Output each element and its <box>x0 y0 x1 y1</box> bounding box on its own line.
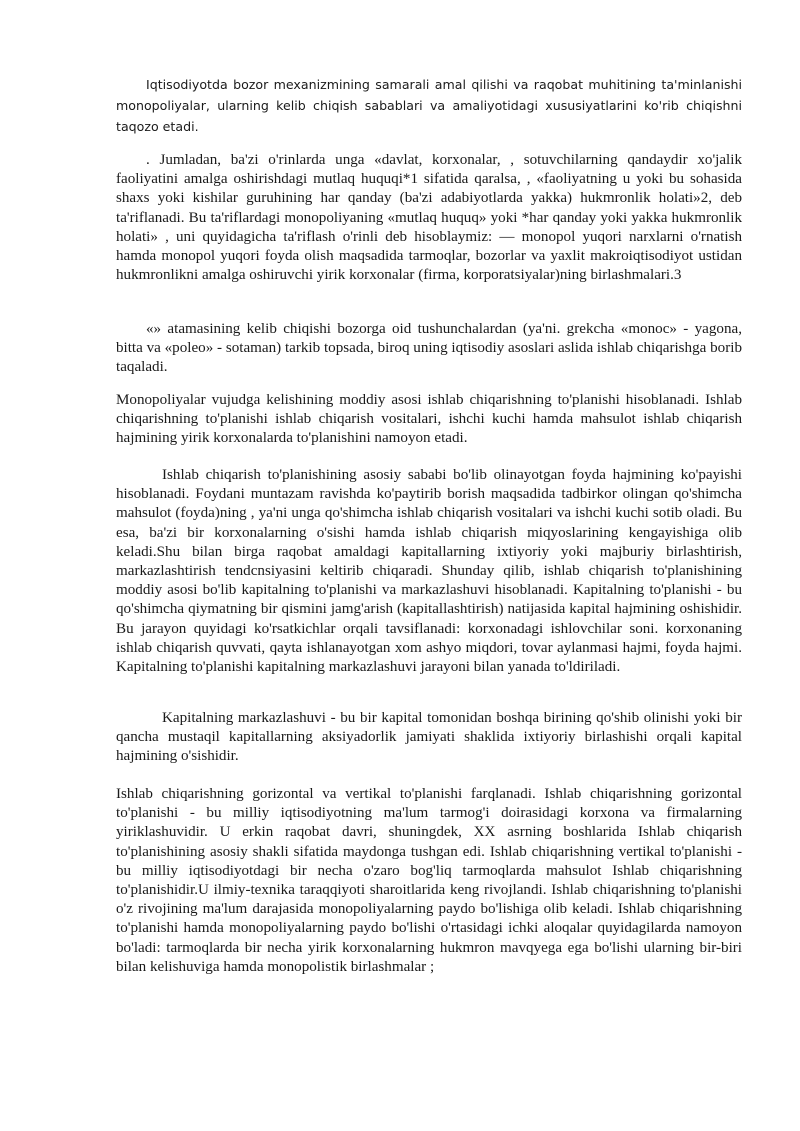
paragraph-material-basis: Monopoliyalar vujudga kelishining moddiy asosi ishlab chiqarishning to'planishi hisoblanadi. Ishlab chiqarishning to'planishi ishlab chiqarish vositalari, ishchi kuchi hamda mahsulot ishlab chiqarish hajmining yirik korxonalarda to'planishini namoyon etadi. <box>116 392 742 447</box>
paragraph-intro: Iqtisodiyotda bozor mexanizmining samarali amal qilishi va raqobat muhitining ta'minlanishi monopoliyalar, ularning kelib chiqish sabablari va amaliyotidagi xususiyatlarini ko'rib chiqishni taqozo etadi. <box>116 77 742 134</box>
paragraph-horizontal-vertical: Ishlab chiqarishning gorizontal va vertikal to'planishi farqlanadi. Ishlab chiqarishning gorizontal to'planishi - bu milliy iqtisodiyotning ma'lum tarmog'i doirasidagi korxona va firmalarning yiriklashuvidir. U erkin raqobat davri, shuningdek, XX asrning boshlarida Ishlab chiqarish to'planishining asosiy shakli sifatida maydonga tushgan edi. Ishlab chiqarishning vertikal to'planishi - bu milliy iqtisodiyotdagi bir necha o'zaro bog'liq tarmoqlarda mahsulot Ishlab chiqarishning to'planishidir.U ilmiy-texnika taraqqiyoti sharoitlarida keng rivojlandi. Ishlab chiqarishning to'planishi o'z rivojining ma'lum darajasida monopoliyalarning paydo bo'lishiga olib keladi. Ishlab chiqarishning to'planishi hamda monopoliyalarning paydo bo'lishi o'rtasidagi ichki aloqalar quyidagilarda namoyon bo'ladi: tarmoqlarda bir necha yirik korxonalarning hukmron mavqyega ega bo'lishi ularning bir-biri bilan kelishuviga hamda monopolistik birlashmalar ; <box>116 786 742 975</box>
paragraph-centralization: Kapitalning markazlashuvi - bu bir kapital tomonidan boshqa birining qo'shib olinishi yoki bir qancha mustaqil kapitallarning aksiyadorlik jamiyati shaklida ixtiyoriy birlashishi orqali kapital hajmining o'sishidir. <box>116 710 742 765</box>
paragraph-etymology: «» atamasining kelib chiqishi bozorga oid tushunchalardan (ya'ni. grekcha «monoc» - yagona, bitta va «poleo» - sotaman) tarkib topsada, biroq uning iqtisodiy asoslari aslida ishlab chiqarishga borib taqaladi. <box>116 321 742 376</box>
paragraph-concentration: Ishlab chiqarish to'planishining asosiy sababi bo'lib olinayotgan foyda hajmining ko'payishi hisoblanadi. Foydani muntazam ravishda ko'paytirib borish maqsadida tadbirkor olingan qo'shimcha mahsulot (foyda)ning , ya'ni unga qo'shimcha ishlab chiqarish vositalari va ishchi kuchi sotib oladi. Bu esa, ba'zi bir korxonalarning o'sishi hamda ishlab chiqarish miqyoslarining kengayishiga olib keladi.Shu bilan birga raqobat amaldagi kapitallarning ixtiyoriy yoki majburiy birlashtirish, markazlashtirish tendcnsiyasini keltirib chiqaradi. Shunday qilib, ishlab chiqarish to'planishining moddiy asosi bo'lib kapitalning to'planishi va markazlashuvi hisoblanadi. Kapitalning to'planishi - bu qo'shimcha qiymatning bir qismini jamg'arish (kapitallashtirish) natijasida kapital hajmining oshishidir. Bu jarayon quyidagi ko'rsatkichlar orqali tavsiflanadi: korxonadagi ishlovchilar soni. korxonaning ishlab chiqarish quvvati, qayta ishlanayotgan xom ashyo miqdori, tovar aylanmasi hajmi, foyda hajmi. Kapitalning to'planishi kapitalning markazlashuvi jarayoni bilan yanada to'ldiriladi. <box>116 467 742 676</box>
paragraph-definition: . Jumladan, ba'zi o'rinlarda unga «davlat, korxonalar, , sotuvchilarning qandaydir xo'jalik faoliyatini amalga oshirishdagi mutlaq huquqi*1 sifatida qaralsa, , «faoliyatning u yoki bu sohasida shaxs yoki kishilar guruhining har qanday (ba'zi adabiyotlarda yakka) hukmronlik holati»2, deb ta'riflanadi. Bu ta'riflardagi monopoliyaning «mutlaq huquq» yoki *har qanday yoki yakka hukmronlik holati» , uni quyidagicha ta'riflash o'rinli deb hisoblaymiz: — monopol yuqori narxlarni o'rnatish hamda monopol yuqori foyda olish maqsadida tarmoqlar, bozorlar va yaxlit makroiqtisodiyot ustidan hukmronlikni amalga oshiruvchi yirik korxonalar (firma, korporatsiyalar)ning birlashmalari.3 <box>116 152 742 284</box>
